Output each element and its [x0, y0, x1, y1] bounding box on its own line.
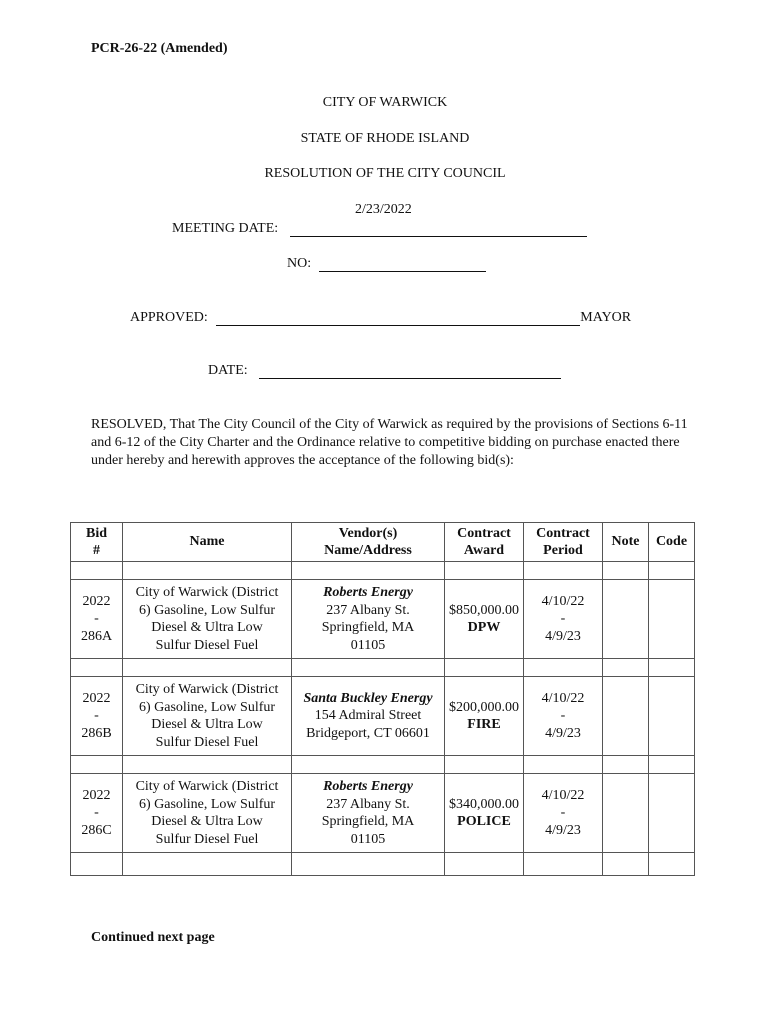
header-contract-period: Contract Period: [524, 523, 603, 562]
vendor-cell: Roberts Energy 237 Albany St. Springfield, MA 01105: [292, 774, 445, 853]
city-heading: CITY OF WARWICK: [322, 95, 448, 110]
approved-signature-line: [216, 311, 580, 326]
header-vendor: Vendor(s) Name/Address: [292, 523, 445, 562]
vendor-cell: Roberts Energy 237 Albany St. Springfield, MA 01105: [292, 580, 445, 659]
mayor-label: MAYOR: [580, 310, 632, 325]
contract-period-cell: 4/10/22 - 4/9/23: [524, 677, 603, 756]
header-note: Note: [603, 523, 649, 562]
bid-name-cell: City of Warwick (District 6) Gasoline, Low Sulfur Diesel & Ultra Low Sulfur Diesel Fuel: [123, 677, 292, 756]
bid-name-cell: City of Warwick (District 6) Gasoline, Low Sulfur Diesel & Ultra Low Sulfur Diesel Fuel: [123, 774, 292, 853]
header-name: Name: [123, 523, 292, 562]
resolution-number-label: NO:: [287, 256, 312, 271]
resolution-number-field: [287, 256, 486, 272]
bid-number-cell: 2022 - 286C: [71, 774, 123, 853]
bid-number-cell: 2022 - 286A: [71, 580, 123, 659]
table-spacer-row: [71, 756, 695, 774]
contract-period-cell: 4/10/22 - 4/9/23: [524, 774, 603, 853]
continued-note: Continued next page: [91, 930, 215, 945]
resolution-title: RESOLUTION OF THE CITY COUNCIL: [264, 166, 506, 181]
state-heading: STATE OF RHODE ISLAND: [300, 131, 470, 146]
vendor-cell: Santa Buckley Energy 154 Admiral Street Bridgeport, CT 06601: [292, 677, 445, 756]
meeting-date-label: MEETING DATE:: [172, 221, 279, 236]
approved-field: [130, 310, 631, 326]
approved-label: APPROVED:: [130, 310, 208, 325]
meeting-date-value: 2/23/2022: [355, 202, 412, 217]
meeting-date-field: [172, 221, 587, 237]
note-cell: [603, 580, 649, 659]
contract-award-cell: $200,000.00 FIRE: [445, 677, 524, 756]
meeting-date-line: [290, 222, 587, 237]
resolution-number-line: [319, 257, 486, 272]
code-cell: [649, 677, 695, 756]
table-row: [71, 580, 695, 659]
note-cell: [603, 774, 649, 853]
resolved-paragraph: RESOLVED, That The City Council of the City of Warwick as required by the provisions of Sections 6-11 and 6-12 of the City Charter and the Ordinance relative to competitive bidding on purchase enacted there under hereby and herewith approves the acceptance of the following bid(s):: [91, 417, 688, 468]
table-spacer-row: [71, 562, 695, 580]
approval-date-line: [259, 364, 561, 379]
bids-table: [70, 522, 695, 876]
table-spacer-row: [71, 853, 695, 876]
header-contract-award: Contract Award: [445, 523, 524, 562]
code-cell: [649, 774, 695, 853]
header-code: Code: [649, 523, 695, 562]
contract-award-cell: $340,000.00 POLICE: [445, 774, 524, 853]
table-header-row: [71, 523, 695, 562]
approval-date-field: [208, 363, 561, 379]
bid-name-cell: City of Warwick (District 6) Gasoline, Low Sulfur Diesel & Ultra Low Sulfur Diesel Fuel: [123, 580, 292, 659]
contract-period-cell: 4/10/22 - 4/9/23: [524, 580, 603, 659]
code-cell: [649, 580, 695, 659]
table-row: [71, 677, 695, 756]
note-cell: [603, 677, 649, 756]
table-spacer-row: [71, 659, 695, 677]
header-bid: Bid #: [71, 523, 123, 562]
approval-date-label: DATE:: [208, 363, 248, 378]
document-reference: PCR-26-22 (Amended): [91, 41, 228, 56]
table-row: [71, 774, 695, 853]
contract-award-cell: $850,000.00 DPW: [445, 580, 524, 659]
bid-number-cell: 2022 - 286B: [71, 677, 123, 756]
